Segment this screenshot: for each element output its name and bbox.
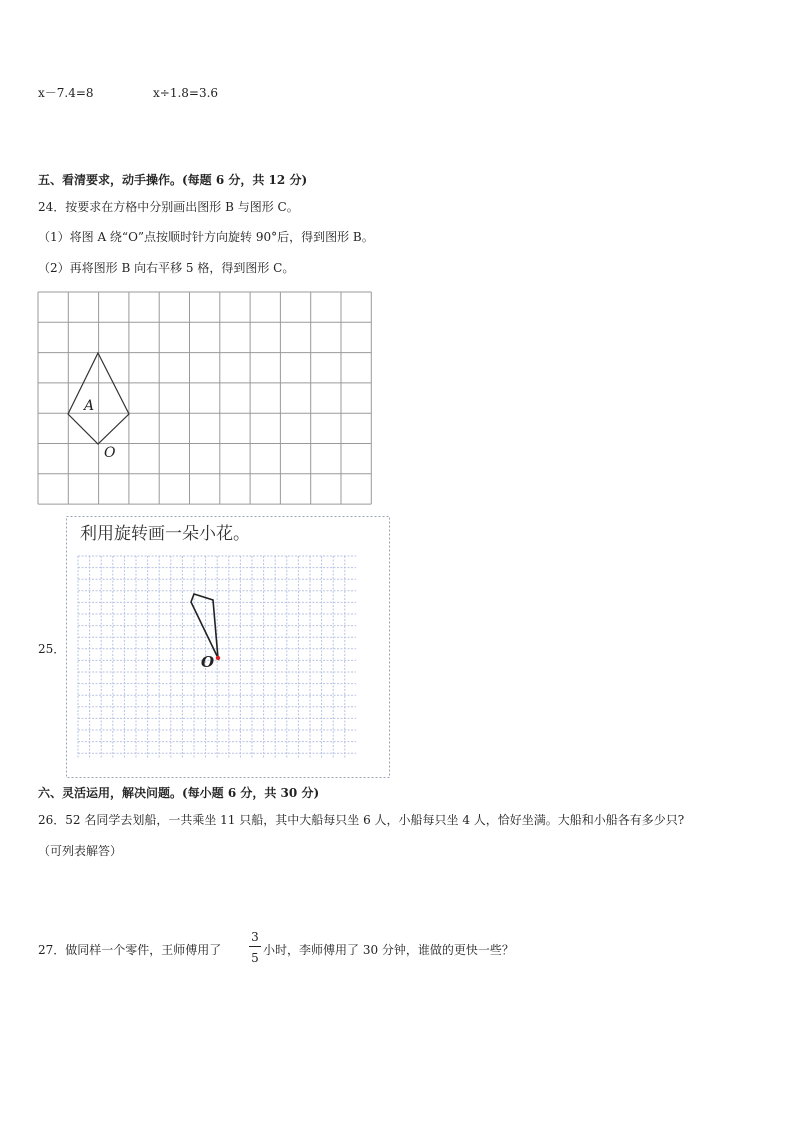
question-27-text-before: 27．做同样一个零件，王师傅用了 [38, 943, 222, 957]
question-26-line-2: （可列表解答） [38, 844, 123, 858]
question-25-label-o: O [201, 653, 215, 671]
question-27-text-after: 小时，李师傅用了 30 分钟，谁做的更快一些？ [263, 943, 514, 957]
fraction-denominator: 5 [251, 951, 259, 965]
question-25-title: 利用旋转画一朵小花。 [80, 524, 250, 544]
section-5-heading: 五、看清要求，动手操作。(每题 6 分，共 12 分) [38, 173, 308, 187]
question-25-figure [66, 516, 391, 779]
label-a: A [84, 398, 95, 414]
question-26-line-1: 26．52 名同学去划船，一共乘坐 11 只船，其中大船每只坐 6 人，小船每只坐 4 人，恰好坐满。大船和小船各有多少只? [38, 813, 685, 827]
equation-2: x÷1.8=3.6 [153, 86, 219, 100]
label-o: O [104, 445, 116, 461]
fraction-bar [249, 946, 261, 947]
fraction-numerator: 3 [251, 930, 259, 944]
section-6-heading: 六、灵活运用，解决问题。(每小题 6 分，共 30 分) [38, 786, 320, 800]
center-point-o [216, 656, 220, 660]
question-24-part-1: （1）将图 A 绕“O”点按顺时针方向旋转 90°后，得到图形 B。 [38, 230, 374, 244]
question-24-stem: 24．按要求在方格中分别画出图形 B 与图形 C。 [38, 200, 299, 214]
equation-1: x－7.4=8 [38, 86, 94, 100]
question-24-part-2: （2）再将图形 B 向右平移 5 格，得到图形 C。 [38, 261, 295, 275]
question-25-number: 25． [38, 642, 66, 656]
